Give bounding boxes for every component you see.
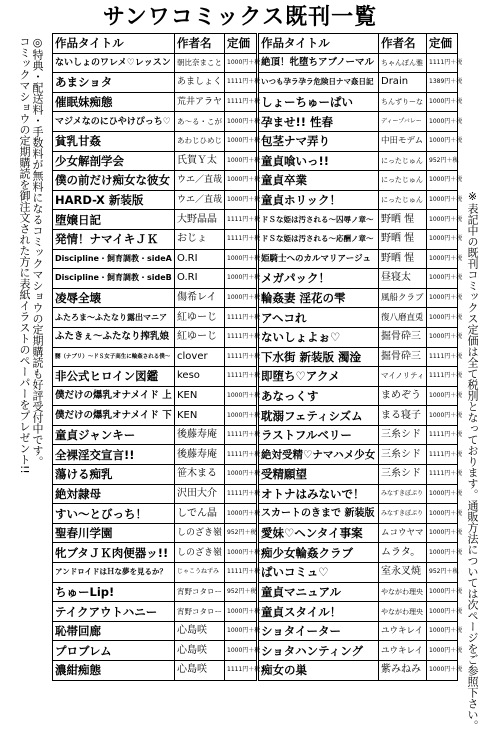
header-price: 定価 — [225, 34, 257, 54]
book-author: 氏賀Ｙ太 — [175, 151, 225, 171]
book-author: 心島咲 — [175, 661, 225, 681]
table-row — [259, 484, 458, 504]
table-row — [53, 465, 257, 485]
book-title: ぱいコミュ♡ — [259, 563, 379, 583]
book-author: O.RI — [175, 269, 225, 289]
book-author: 後藤寿庵 — [175, 445, 225, 465]
book-author: 風船クラブ — [379, 288, 427, 308]
table-row — [53, 425, 257, 445]
table-row — [259, 425, 458, 445]
table-row — [259, 602, 458, 622]
table-header — [259, 34, 458, 54]
book-title: ショタハンティング — [259, 641, 379, 661]
book-title: 痴少女輪姦クラブ — [259, 543, 379, 563]
right-note: ※表記中の既刊コミックス定価は全て税別となっております。通販方法については次ページをご参照下さい。 — [466, 190, 479, 731]
book-title: 僕だけの爆乳オナメイド 上 — [53, 386, 175, 406]
book-price: 1000円＋税 — [225, 621, 257, 641]
book-title: 凌辱全壊 — [53, 288, 175, 308]
table-row — [53, 53, 257, 73]
table-row — [259, 190, 458, 210]
table-row — [259, 347, 458, 367]
book-title: 絶対受精♡ナマハメ少女 — [259, 445, 379, 465]
book-author: やながわ理央 — [379, 602, 427, 622]
book-author: 宵野コタロー — [175, 582, 225, 602]
book-title: 童貞スタイル！ — [259, 602, 379, 622]
table-row — [259, 621, 458, 641]
book-title: ないしょのワレメ♡レッスン — [53, 53, 175, 73]
book-title: 非公式ヒロイン図鑑 — [53, 367, 175, 387]
table-row — [53, 661, 257, 681]
table-row — [259, 641, 458, 661]
book-author: ウエ／直哉 — [175, 171, 225, 191]
book-price: 952円＋税 — [427, 563, 458, 583]
book-author: 大野晶晶 — [175, 210, 225, 230]
book-author: O.RI — [175, 249, 225, 269]
table-row — [259, 171, 458, 191]
book-price: 1111円＋税 — [225, 445, 257, 465]
book-title: 痴女の巣 — [259, 661, 379, 681]
book-author: ユウキレイ — [379, 621, 427, 641]
book-title: ドＳな姫は汚される～応酬ノ章～ — [259, 229, 379, 249]
table-row — [53, 269, 257, 289]
book-price: 1111円＋税 — [225, 73, 257, 93]
table-row — [53, 621, 257, 641]
table-row — [259, 53, 458, 73]
book-title: 全裸淫交宣言!! — [53, 445, 175, 465]
table-row — [259, 210, 458, 230]
book-title: ないしょよぉ♡ — [259, 327, 379, 347]
book-title: 恥帯回廊 — [53, 621, 175, 641]
book-title: 輪姦妻 淫花の雫 — [259, 288, 379, 308]
book-price: 1111円＋税 — [225, 92, 257, 112]
book-author: ムラタ。 — [379, 543, 427, 563]
book-price: 1000円＋税 — [225, 602, 257, 622]
page-title: サンワコミックス既刊一覧 — [102, 5, 378, 30]
table-row — [53, 112, 257, 132]
table-row — [53, 504, 257, 524]
table-row — [53, 484, 257, 504]
book-price: 1000円＋税 — [427, 602, 458, 622]
table-row — [53, 602, 257, 622]
book-author: 笹木まる — [175, 465, 225, 485]
book-author: 後藤寿庵 — [175, 425, 225, 445]
book-price: 1389円＋税 — [427, 73, 458, 93]
table-row — [259, 131, 458, 151]
book-price: 1000円＋税 — [427, 406, 458, 426]
table-row — [259, 367, 458, 387]
table-row — [259, 543, 458, 563]
book-title: 蕩ける痴乳 — [53, 465, 175, 485]
table-row — [53, 308, 257, 328]
book-price: 1000円＋税 — [427, 582, 458, 602]
table-row — [53, 406, 257, 426]
book-price: 1000円＋税 — [225, 249, 257, 269]
book-title: アンドロイドはＨな夢を見るか？ — [53, 563, 175, 583]
book-price: 1000円＋税 — [427, 249, 458, 269]
book-price: 1000円＋税 — [225, 406, 257, 426]
book-price: 952円＋税 — [225, 523, 257, 543]
left-note: ◎特典・配送料・手数料が無料になるコミックマショウの定期購読も好評受付中です。 コミックマショウの定期購読を御注文された方に表紙イラストのペーパーをプレゼント!! — [18, 36, 44, 474]
table-row — [259, 308, 458, 328]
book-author: 朝比奈まこと — [175, 53, 225, 73]
table-row — [53, 171, 257, 191]
book-author: じゃこうねずみ — [175, 563, 225, 583]
book-author: KEN — [175, 406, 225, 426]
book-author: 傷希レイ — [175, 288, 225, 308]
book-author: あわじひめじ — [175, 131, 225, 151]
table-row — [53, 641, 257, 661]
table-row — [53, 563, 257, 583]
book-price: 1000円＋税 — [427, 484, 458, 504]
book-price: 1111円＋税 — [225, 229, 257, 249]
book-title: 濃紺痴態 — [53, 661, 175, 681]
table-row — [259, 92, 458, 112]
book-title: すい～とびっち！ — [53, 504, 175, 524]
book-title: プロブレム — [53, 641, 175, 661]
book-title: 聖春川学園 — [53, 523, 175, 543]
book-price: 1000円＋税 — [427, 661, 458, 681]
book-author: 掘骨砕三 — [379, 347, 427, 367]
book-author: 宵野コタロー — [175, 602, 225, 622]
book-title: 僕だけの爆乳オナメイド 下 — [53, 406, 175, 426]
book-price: 1000円＋税 — [427, 229, 458, 249]
header-title: 作品タイトル — [259, 34, 379, 54]
book-author: みなすきぽぷり — [379, 504, 427, 524]
book-author: しのざき嶺 — [175, 523, 225, 543]
book-price: 1111円＋税 — [427, 53, 458, 73]
table-row — [53, 347, 257, 367]
table-row — [259, 582, 458, 602]
book-title: テイクアウトハニー — [53, 602, 175, 622]
book-title: 童貞マニュアル — [259, 582, 379, 602]
table-body-left — [53, 53, 261, 680]
table-row — [259, 327, 458, 347]
book-price: 952円＋税 — [225, 582, 257, 602]
book-title: 姫騎士へのカルマリアージュ — [259, 249, 379, 269]
table-row — [53, 73, 257, 93]
book-author: 紅ゆーじ — [175, 308, 225, 328]
table-row — [53, 543, 257, 563]
book-price: 1000円＋税 — [225, 543, 257, 563]
book-title: ラストフルベリー — [259, 425, 379, 445]
book-price: 1000円＋税 — [427, 190, 458, 210]
book-price: 1000円＋税 — [225, 504, 257, 524]
book-author: にったじゅん — [379, 171, 427, 191]
book-price: 1000円＋税 — [225, 269, 257, 289]
book-title: 包茎ナマ弄り — [259, 131, 379, 151]
book-price: 1111円＋税 — [225, 425, 257, 445]
book-author: 三糸シド — [379, 425, 427, 445]
book-author: KEN — [175, 386, 225, 406]
book-author: にったじゅん — [379, 190, 427, 210]
table-row — [259, 386, 458, 406]
book-author: あましょく — [175, 73, 225, 93]
book-title: 僕の前だけ痴女な彼女 — [53, 171, 175, 191]
book-title: ショタイーター — [259, 621, 379, 641]
book-author: 心島咲 — [175, 621, 225, 641]
book-author: 野晒 惺 — [379, 229, 427, 249]
book-author: 三糸シド — [379, 445, 427, 465]
book-title: 童貞喰いっ!! — [259, 151, 379, 171]
book-price: 1000円＋税 — [427, 92, 458, 112]
table-row — [53, 367, 257, 387]
book-price: 1000円＋税 — [427, 288, 458, 308]
book-title: Discipline・飼育調教・sideA — [53, 249, 175, 269]
book-title: ドＳな姫は汚される～囚辱ノ章～ — [259, 210, 379, 230]
table-row — [259, 151, 458, 171]
table-body-right — [259, 53, 463, 680]
book-price: 1000円＋税 — [225, 465, 257, 485]
book-author: まめぞう — [379, 386, 427, 406]
book-author: Drain — [379, 73, 427, 93]
book-title: オトナはみないで！ — [259, 484, 379, 504]
table-row — [259, 73, 458, 93]
table-row — [259, 465, 458, 485]
book-title: 耽溺フェティシズム — [259, 406, 379, 426]
book-author: 昼寝太 — [379, 269, 427, 289]
book-price: 1111円＋税 — [427, 465, 458, 485]
book-price: 1111円＋税 — [225, 308, 257, 328]
book-title: あまショタ — [53, 73, 175, 93]
book-author: 心島咲 — [175, 641, 225, 661]
book-price: 1000円＋税 — [225, 151, 257, 171]
book-author: 紫みねみ — [379, 661, 427, 681]
book-author: 室永叉焼 — [379, 563, 427, 583]
book-author: にったじゅん — [379, 151, 427, 171]
table-row — [53, 386, 257, 406]
book-price: 1000円＋税 — [427, 523, 458, 543]
book-title: Discipline・飼育調教・sideB — [53, 269, 175, 289]
book-price: 1000円＋税 — [225, 190, 257, 210]
book-title: 童貞ジャンキー — [53, 425, 175, 445]
book-author: ちゃんぼん雅 — [379, 53, 427, 73]
book-author: 野晒 惺 — [379, 249, 427, 269]
book-author: しでん晶 — [175, 504, 225, 524]
book-title: 堕嬢日記 — [53, 210, 175, 230]
book-price: 1000円＋税 — [427, 327, 458, 347]
book-price: 1000円＋税 — [427, 621, 458, 641]
book-price: 1111円＋税 — [225, 210, 257, 230]
book-price: 1000円＋税 — [427, 171, 458, 191]
book-author: やながわ理央 — [379, 582, 427, 602]
book-price: 1000円＋税 — [427, 543, 458, 563]
table-row — [53, 190, 257, 210]
book-price: 1000円＋税 — [427, 308, 458, 328]
book-title: いつも孕ラ孕ラ危険日ナマ姦日記 — [259, 73, 379, 93]
book-title: メガパック！ — [259, 269, 379, 289]
book-price: 1000円＋税 — [427, 210, 458, 230]
book-author: みなすきぽぷり — [379, 484, 427, 504]
table-row — [259, 112, 458, 132]
header-price: 定価 — [427, 34, 458, 54]
book-author: 紅ゆーじ — [175, 327, 225, 347]
book-price: 1111円＋税 — [225, 347, 257, 367]
book-price: 952円＋税 — [427, 151, 458, 171]
book-title: 絶対隷母 — [53, 484, 175, 504]
book-author: 復八磨直兎 — [379, 308, 427, 328]
table-row — [53, 210, 257, 230]
book-title: 嬲（ナブリ）～ドＳ女子高生に輪姦される僕～ — [53, 347, 175, 367]
table-row — [53, 249, 257, 269]
table-row — [53, 229, 257, 249]
book-price: 1000円＋税 — [427, 112, 458, 132]
book-title: しょーちゅーぱい — [259, 92, 379, 112]
book-price: 1000円＋税 — [225, 641, 257, 661]
book-price: 1000円＋税 — [427, 641, 458, 661]
table-row — [259, 269, 458, 289]
table-row — [53, 288, 257, 308]
book-title: HARD-X 新装版 — [53, 190, 175, 210]
table-header — [53, 34, 257, 54]
table-row — [259, 504, 458, 524]
book-author: まる寝子 — [379, 406, 427, 426]
book-price: 1000円＋税 — [427, 504, 458, 524]
book-title: 童貞ホリック！ — [259, 190, 379, 210]
table-row — [259, 288, 458, 308]
book-author: 沢田大介 — [175, 484, 225, 504]
header-author: 作者名 — [175, 34, 225, 54]
book-title: 絶頂！牝堕ちアブノーマル — [259, 53, 379, 73]
book-author: ちんずりーな — [379, 92, 427, 112]
table-row — [259, 563, 458, 583]
book-title: 下水街 新装版 濁淦 — [259, 347, 379, 367]
book-price: 1000円＋税 — [225, 288, 257, 308]
book-price: 1111円＋税 — [225, 367, 257, 387]
book-author: 野晒 惺 — [379, 210, 427, 230]
book-author: ウエ／直哉 — [175, 190, 225, 210]
book-author: 掘骨砕三 — [379, 327, 427, 347]
table-row — [53, 523, 257, 543]
table-row — [53, 582, 257, 602]
table-row — [259, 445, 458, 465]
book-author: 中田モデム — [379, 131, 427, 151]
table-row — [259, 661, 458, 681]
book-price: 1111円＋税 — [225, 563, 257, 583]
book-price: 1000円＋税 — [427, 131, 458, 151]
book-price: 1111円＋税 — [427, 367, 458, 387]
book-title: ふたろま～ふたなり露出マニア — [53, 308, 175, 328]
book-price: 1111円＋税 — [225, 327, 257, 347]
book-title: 即堕ち♡アクメ — [259, 367, 379, 387]
book-price: 1111円＋税 — [225, 661, 257, 681]
book-title: 発情！ナマイキＪＫ — [53, 229, 175, 249]
book-author: マイノリティ — [379, 367, 427, 387]
table-row — [53, 151, 257, 171]
table-row — [53, 445, 257, 465]
table-row — [259, 249, 458, 269]
book-price: 1000円＋税 — [225, 131, 257, 151]
book-title: アヘコれ — [259, 308, 379, 328]
catalog-table-left — [52, 33, 261, 681]
book-title: 愛妹♡ヘンタイ事案 — [259, 523, 379, 543]
book-price: 1111円＋税 — [427, 445, 458, 465]
book-title: 少女解剖学会 — [53, 151, 175, 171]
catalog-table-right — [258, 33, 463, 681]
book-title: ふたきぇ～ふたなり搾乳娘 — [53, 327, 175, 347]
book-title: マジメなのにひやけぴっち♡ — [53, 112, 175, 132]
book-price: 1111円＋税 — [427, 347, 458, 367]
table-row — [259, 406, 458, 426]
table-row — [259, 523, 458, 543]
book-title: あなっくす — [259, 386, 379, 406]
table-row — [53, 131, 257, 151]
book-author: ディープバレー — [379, 112, 427, 132]
book-author: あ～る・こが — [175, 112, 225, 132]
book-title: スカートのきまで 新装版 — [259, 504, 379, 524]
header-title: 作品タイトル — [53, 34, 175, 54]
book-price: 1000円＋税 — [225, 53, 257, 73]
header-author: 作者名 — [379, 34, 427, 54]
book-price: 1000円＋税 — [225, 386, 257, 406]
book-author: 荒井アラヤ — [175, 92, 225, 112]
book-title: 童貞卒業 — [259, 171, 379, 191]
book-title: 催眠妹痴態 — [53, 92, 175, 112]
book-title: ちゅーLip! — [53, 582, 175, 602]
book-author: 三糸シド — [379, 465, 427, 485]
book-author: しのざき嶺 — [175, 543, 225, 563]
book-title: 受精願望 — [259, 465, 379, 485]
book-price: 1111円＋税 — [427, 425, 458, 445]
book-author: keso — [175, 367, 225, 387]
book-price: 1000円＋税 — [427, 269, 458, 289]
book-author: ユウキレイ — [379, 641, 427, 661]
table-row — [53, 92, 257, 112]
book-price: 1000円＋税 — [225, 112, 257, 132]
book-title: 孕ませ!! 性春 — [259, 112, 379, 132]
book-price: 1111円＋税 — [225, 484, 257, 504]
book-title: 牝ブタＪＫ肉便器ッ!! — [53, 543, 175, 563]
book-price: 1000円＋税 — [225, 171, 257, 191]
book-title: 貧乳甘姦 — [53, 131, 175, 151]
book-author: ムコウヤマ — [379, 523, 427, 543]
book-price: 1000円＋税 — [427, 386, 458, 406]
book-author: おじょ — [175, 229, 225, 249]
table-row — [259, 229, 458, 249]
book-author: clover — [175, 347, 225, 367]
table-row — [53, 327, 257, 347]
